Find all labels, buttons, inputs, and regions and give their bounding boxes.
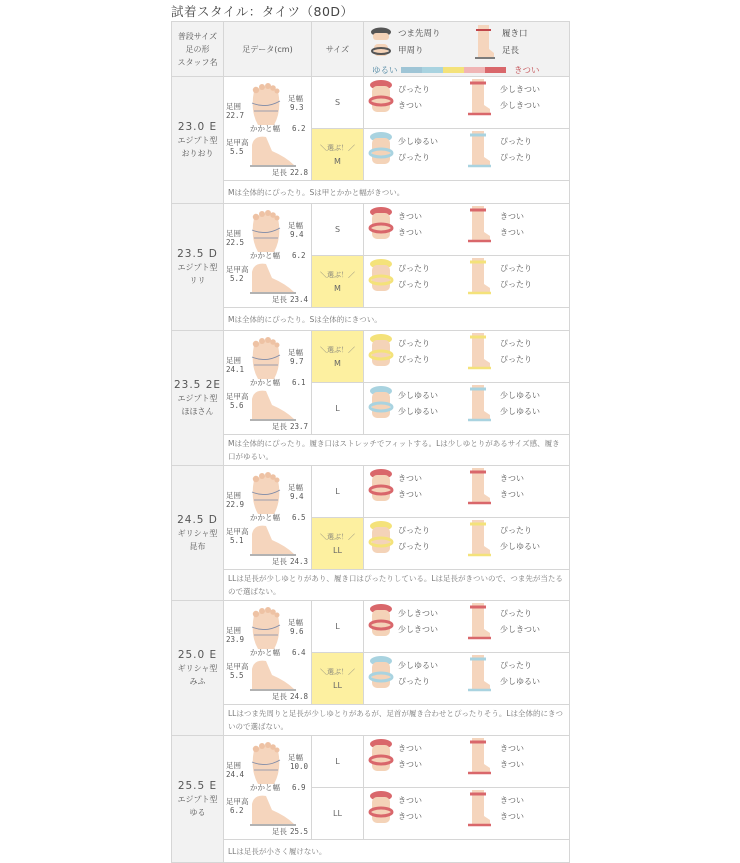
opening-rating: ぴったり [500, 264, 532, 273]
staff-info [172, 601, 224, 736]
usual-size: 23.0 E [177, 120, 218, 133]
header-foot-data: 足データ(cm) [224, 22, 312, 77]
heel-value: 6.2 [292, 251, 306, 260]
staff-info [172, 331, 224, 466]
recommended-tag: ＼選ぶ！／ [320, 668, 355, 676]
leg-fit-icon [464, 385, 492, 422]
instep-rating: きつい [398, 760, 422, 769]
staff-comment-row [172, 308, 570, 331]
size-value: L [335, 404, 340, 413]
leg-fit-icon [464, 738, 492, 775]
fit-rating [364, 788, 570, 840]
opening-rating: きつい [500, 744, 524, 753]
staff-name: おりおり [181, 148, 214, 158]
instep-value: 5.5 [230, 671, 244, 680]
header-foot-shape: 足の形 [185, 44, 210, 54]
leg-fit-icon [464, 131, 492, 168]
width-label: 足幅 [288, 753, 303, 762]
fit-scale-swatch [464, 67, 485, 73]
fit-scale-swatch [485, 67, 506, 73]
fit-scale-swatch [443, 67, 464, 73]
staff-row [172, 466, 570, 518]
recommended-tag: ＼選ぶ！／ [320, 346, 355, 354]
opening-rating: ぴったり [500, 339, 532, 348]
opening-rating: ぴったり [500, 526, 532, 535]
leg-fit-icon [464, 468, 492, 505]
fit-rating [364, 256, 570, 308]
instep-label: 足甲高 [226, 527, 249, 536]
leg-length-rating: ぴったり [500, 153, 532, 162]
heel-label: かかと幅 [250, 513, 280, 522]
usual-size: 25.5 E [177, 779, 218, 792]
size-value: M [334, 284, 341, 293]
girth-label: 足囲 [226, 229, 241, 238]
heel-value: 6.1 [292, 378, 306, 387]
toe-rating: ぴったり [398, 339, 430, 348]
header-staff-name: スタッフ名 [177, 57, 218, 67]
toe-rating: 少しゆるい [398, 661, 438, 670]
fit-comment: LLはつま先周りと足長が少しゆとりがあるが、足首が履き合わせとぴったりそう。Lは全体的にきついので選ばない。 [224, 705, 570, 736]
legend-instep: 甲周り [398, 46, 424, 56]
width-label: 足幅 [288, 483, 303, 492]
leg-fit-icon [464, 79, 492, 116]
length-value: 24.8 [290, 692, 309, 701]
fit-rating [364, 736, 570, 788]
instep-rating: ぴったり [398, 280, 430, 289]
recommended-tag: ＼選ぶ！／ [320, 271, 355, 279]
heel-value: 6.2 [292, 124, 306, 133]
foot-data [224, 331, 312, 435]
instep-rating: 少しゆるい [398, 407, 438, 416]
size-value: S [334, 98, 341, 107]
staff-comment-row [172, 705, 570, 736]
foot-shape: エジプト型 [177, 262, 218, 272]
toe-rating: 少しゆるい [398, 137, 438, 146]
instep-rating: きつい [398, 228, 422, 237]
leg-fit-icon [464, 520, 492, 557]
fit-comment: Mは全体的にぴったり。Sは甲とかかと幅がきつい。 [224, 181, 570, 204]
leg-length-rating: ぴったり [500, 355, 532, 364]
leg-fit-icon [464, 790, 492, 827]
foot-shape: ギリシャ型 [177, 663, 218, 673]
leg-length-rating: 少しゆるい [500, 542, 540, 551]
width-value: 9.6 [290, 627, 304, 636]
fit-comment: Mは全体的にぴったり。履き口はストレッチでフィットする。Lは少しゆとりがあるサイズ感、履き口がゆるい。 [224, 435, 570, 466]
header-usual-size: 普段サイズ [177, 31, 218, 41]
size-value: M [334, 359, 341, 368]
opening-rating: 少しゆるい [500, 391, 540, 400]
usual-size: 25.0 E [177, 648, 218, 661]
heel-label: かかと幅 [250, 124, 280, 133]
leg-length-rating: 少しゆるい [500, 677, 540, 686]
staff-name: 昆布 [189, 541, 206, 551]
size-value: M [334, 157, 341, 166]
fit-scale-swatch [422, 67, 443, 73]
size-option [312, 77, 364, 129]
staff-info [172, 77, 224, 204]
header-size: サイズ [312, 22, 364, 77]
heel-label: かかと幅 [250, 648, 280, 657]
heel-value: 6.5 [292, 513, 306, 522]
staff-row [172, 736, 570, 788]
instep-rating: ぴったり [398, 542, 430, 551]
opening-rating: ぴったり [500, 661, 532, 670]
instep-rating: きつい [398, 490, 422, 499]
leg-fit-icon [464, 206, 492, 243]
foot-illustration [246, 81, 286, 127]
width-value: 10.0 [290, 762, 309, 771]
leg-length-rating: 少しきつい [500, 101, 540, 110]
length-label: 足長 [272, 557, 287, 566]
leg-fit-icon [464, 333, 492, 370]
instep-label: 足甲高 [226, 662, 249, 671]
fit-scale-bar [401, 67, 506, 73]
usual-size: 23.5 2E [173, 378, 222, 391]
fit-comment: LLは足長が少しゆとりがあり、履き口はぴったりしている。Lは足長がきついので、つま先が当たるので選ばない。 [224, 570, 570, 601]
leg-fit-icon [464, 258, 492, 295]
legend-opening: 履き口 [502, 29, 528, 39]
instep-label: 足甲高 [226, 797, 249, 806]
toe-fit-icon [368, 385, 394, 422]
girth-value: 22.7 [226, 111, 245, 120]
width-value: 9.3 [290, 103, 304, 112]
staff-row [172, 77, 570, 129]
size-option [312, 331, 364, 383]
instep-value: 5.5 [230, 147, 244, 156]
fit-rating [364, 653, 570, 705]
staff-comment-row [172, 181, 570, 204]
staff-info [172, 466, 224, 601]
fit-comment: Mは全体的にぴったり。Sは全体的にきつい。 [224, 308, 570, 331]
width-label: 足幅 [288, 94, 303, 103]
legend-leg-length: 足長 [502, 46, 520, 56]
opening-rating: 少しきつい [500, 85, 540, 94]
toe-fit-icon [368, 603, 394, 640]
girth-label: 足囲 [226, 491, 241, 500]
leg-length-rating: きつい [500, 760, 524, 769]
recommended-tag: ＼選ぶ！／ [320, 144, 355, 152]
size-option [312, 204, 364, 256]
instep-rating: きつい [398, 101, 422, 110]
girth-value: 24.1 [226, 365, 245, 374]
length-label: 足長 [272, 827, 287, 836]
staff-name: リリ [189, 275, 206, 285]
staff-info [172, 204, 224, 331]
instep-rating: 少しきつい [398, 625, 438, 634]
size-value: L [335, 487, 340, 496]
toe-fit-icon [368, 333, 394, 370]
width-label: 足幅 [288, 618, 303, 627]
foot-data [224, 204, 312, 308]
fit-rating [364, 518, 570, 570]
side-foot-illustration [250, 520, 296, 558]
toe-fit-icon [368, 738, 394, 775]
girth-value: 22.5 [226, 238, 245, 247]
length-value: 23.4 [290, 295, 309, 304]
instep-value: 5.2 [230, 274, 244, 283]
toe-fit-icon [368, 258, 394, 295]
leg-length-rating: きつい [500, 490, 524, 499]
leg-fit-icon [464, 655, 492, 692]
length-value: 23.7 [290, 422, 309, 431]
girth-label: 足囲 [226, 102, 241, 111]
staff-info [172, 736, 224, 863]
width-value: 9.4 [290, 230, 304, 239]
heel-label: かかと幅 [250, 378, 280, 387]
length-value: 22.8 [290, 168, 309, 177]
size-option [312, 736, 364, 788]
staff-row [172, 601, 570, 653]
foot-data [224, 736, 312, 840]
size-option [312, 383, 364, 435]
size-option [312, 518, 364, 570]
fit-rating [364, 77, 570, 129]
girth-value: 22.9 [226, 500, 245, 509]
page-title: 試着スタイル：タイツ（80D） [171, 4, 354, 19]
toe-rating: 少しゆるい [398, 391, 438, 400]
instep-value: 6.2 [230, 806, 244, 815]
size-option [312, 129, 364, 181]
staff-comment-row [172, 435, 570, 466]
instep-rating: ぴったり [398, 153, 430, 162]
fit-rating [364, 204, 570, 256]
foot-shape: エジプト型 [177, 393, 218, 403]
instep-label: 足甲高 [226, 392, 249, 401]
usual-size: 24.5 D [177, 513, 218, 526]
length-label: 足長 [272, 692, 287, 701]
foot-data [224, 77, 312, 181]
toe-fit-icon [368, 206, 394, 243]
staff-comment-row [172, 570, 570, 601]
leg-length-rating: ぴったり [500, 280, 532, 289]
toe-rating: ぴったり [398, 526, 430, 535]
header-person [172, 22, 224, 77]
leg-length-rating: きつい [500, 228, 524, 237]
toe-rating: 少しきつい [398, 609, 438, 618]
foot-illustration [246, 740, 286, 786]
width-value: 9.4 [290, 492, 304, 501]
fit-rating [364, 466, 570, 518]
fit-rating [364, 331, 570, 383]
opening-rating: きつい [500, 212, 524, 221]
staff-comment-row [172, 840, 570, 863]
opening-rating: きつい [500, 474, 524, 483]
leg-opening-icon [472, 25, 496, 59]
instep-value: 5.6 [230, 401, 244, 410]
table-header-row [172, 22, 570, 77]
toe-cap-icon [370, 27, 392, 41]
heel-value: 6.4 [292, 648, 306, 657]
toe-rating: ぴったり [398, 264, 430, 273]
toe-rating: きつい [398, 796, 422, 805]
fit-rating [364, 601, 570, 653]
length-value: 25.5 [290, 827, 309, 836]
size-value: L [335, 757, 340, 766]
instep-rating: ぴったり [398, 355, 430, 364]
size-option [312, 601, 364, 653]
leg-length-rating: 少しゆるい [500, 407, 540, 416]
instep-label: 足甲高 [226, 138, 249, 147]
size-value: LL [333, 546, 342, 555]
heel-label: かかと幅 [250, 251, 280, 260]
toe-rating: きつい [398, 474, 422, 483]
size-option [312, 788, 364, 840]
foot-shape: エジプト型 [177, 135, 218, 145]
instep-rating: ぴったり [398, 677, 430, 686]
foot-shape: ギリシャ型 [177, 528, 218, 538]
side-foot-illustration [250, 790, 296, 828]
instep-ring-icon [370, 43, 392, 57]
fit-rating [364, 383, 570, 435]
toe-fit-icon [368, 790, 394, 827]
girth-value: 24.4 [226, 770, 245, 779]
heel-value: 6.9 [292, 783, 306, 792]
legend-loose: ゆるい [372, 66, 398, 76]
foot-illustration [246, 335, 286, 381]
usual-size: 23.5 D [177, 247, 218, 260]
opening-rating: ぴったり [500, 609, 532, 618]
girth-label: 足囲 [226, 761, 241, 770]
toe-fit-icon [368, 520, 394, 557]
side-foot-illustration [250, 655, 296, 693]
leg-length-rating: 少しきつい [500, 625, 540, 634]
legend [364, 22, 570, 77]
staff-row [172, 331, 570, 383]
instep-label: 足甲高 [226, 265, 249, 274]
width-label: 足幅 [288, 221, 303, 230]
width-value: 9.7 [290, 357, 304, 366]
legend-toe: つま先周り [398, 29, 441, 39]
recommended-tag: ＼選ぶ！／ [320, 533, 355, 541]
legend-tight: きつい [514, 66, 540, 76]
foot-illustration [246, 470, 286, 516]
length-label: 足長 [272, 295, 287, 304]
fit-scale-swatch [401, 67, 422, 73]
instep-rating: きつい [398, 812, 422, 821]
fit-rating [364, 129, 570, 181]
size-value: LL [333, 681, 342, 690]
toe-rating: ぴったり [398, 85, 430, 94]
staff-row [172, 204, 570, 256]
toe-fit-icon [368, 131, 394, 168]
opening-rating: きつい [500, 796, 524, 805]
size-value: S [334, 225, 341, 234]
side-foot-illustration [250, 385, 296, 423]
opening-rating: ぴったり [500, 137, 532, 146]
foot-data [224, 466, 312, 570]
side-foot-illustration [250, 258, 296, 296]
staff-name: ゆる [189, 807, 206, 817]
fitting-table [171, 21, 570, 863]
size-option [312, 256, 364, 308]
side-foot-illustration [250, 131, 296, 169]
toe-fit-icon [368, 468, 394, 505]
fit-comment: LLは足長が小さく履けない。 [224, 840, 570, 863]
size-value: L [335, 622, 340, 631]
size-option [312, 466, 364, 518]
foot-illustration [246, 605, 286, 651]
length-label: 足長 [272, 422, 287, 431]
toe-fit-icon [368, 79, 394, 116]
foot-illustration [246, 208, 286, 254]
size-value: LL [333, 809, 342, 818]
size-option [312, 653, 364, 705]
toe-rating: きつい [398, 744, 422, 753]
leg-fit-icon [464, 603, 492, 640]
leg-length-rating: きつい [500, 812, 524, 821]
staff-name: ほほさん [181, 406, 214, 416]
foot-data [224, 601, 312, 705]
toe-rating: きつい [398, 212, 422, 221]
foot-shape: エジプト型 [177, 794, 218, 804]
girth-label: 足囲 [226, 356, 241, 365]
toe-fit-icon [368, 655, 394, 692]
girth-label: 足囲 [226, 626, 241, 635]
length-label: 足長 [272, 168, 287, 177]
staff-name: みふ [189, 676, 206, 686]
length-value: 24.3 [290, 557, 309, 566]
girth-value: 23.9 [226, 635, 245, 644]
instep-value: 5.1 [230, 536, 244, 545]
width-label: 足幅 [288, 348, 303, 357]
heel-label: かかと幅 [250, 783, 280, 792]
